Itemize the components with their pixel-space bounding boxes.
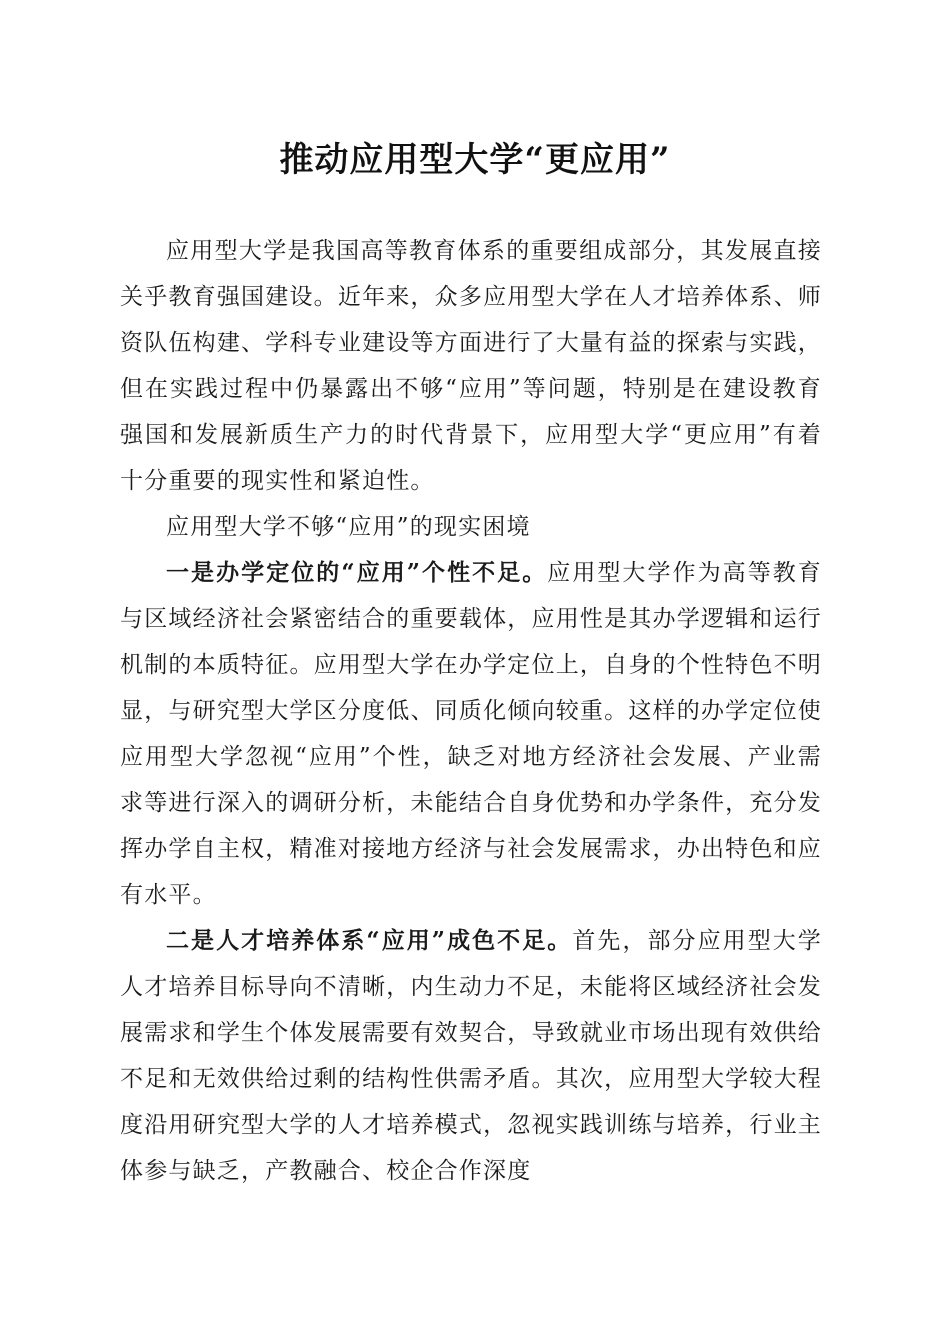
paragraph-point-one-lead: 一是办学定位的“应用”个性不足。 xyxy=(166,559,548,586)
paragraph-point-two-text: 首先，部分应用型大学人才培养目标导向不清晰，内生动力不足，未能将区域经济社会发展需求和学生个体发展需要有效契合，导致就业市场出现有效供给不足和无效供给过剩的结构性供需矛盾。其次，应用型大学较大程度沿用研究型大学的人才培养模式，忽视实践训练与培养，行业主体参与缺乏，产教融合、校企合作深度 xyxy=(120,928,823,1184)
paragraph-intro xyxy=(120,228,822,504)
paragraph-point-one-text: 应用型大学作为高等教育与区域经济社会紧密结合的重要载体，应用性是其办学逻辑和运行机制的本质特征。应用型大学在办学定位上，自身的个性特色不明显，与研究型大学区分度低、同质化倾向较重。这样的办学定位使应用型大学忽视“应用”个性，缺乏对地方经济社会发展、产业需求等进行深入的调研分析，未能结合自身优势和办学条件，充分发挥办学自主权，精准对接地方经济与社会发展需求，办出特色和应有水平。 xyxy=(120,560,822,908)
document-title: 推动应用型大学“更应用” xyxy=(279,140,671,180)
section-heading: 应用型大学不够“应用”的现实困境 xyxy=(166,514,531,540)
document-body xyxy=(120,228,822,1194)
paragraph-point-two xyxy=(120,918,822,1194)
paragraph-intro-text: 应用型大学是我国高等教育体系的重要组成部分，其发展直接关乎教育强国建设。近年来，众多应用型大学在人才培养体系、师资队伍构建、学科专业建设等方面进行了大量有益的探索与实践，但在实践过程中仍暴露出不够“应用”等问题，特别是在建设教育强国和发展新质生产力的时代背景下，应用型大学“更应用”有着十分重要的现实性和紧迫性。 xyxy=(120,238,822,494)
paragraph-point-two-lead: 二是人才培养体系“应用”成色不足。 xyxy=(166,927,573,954)
paragraph-point-one xyxy=(120,550,822,918)
